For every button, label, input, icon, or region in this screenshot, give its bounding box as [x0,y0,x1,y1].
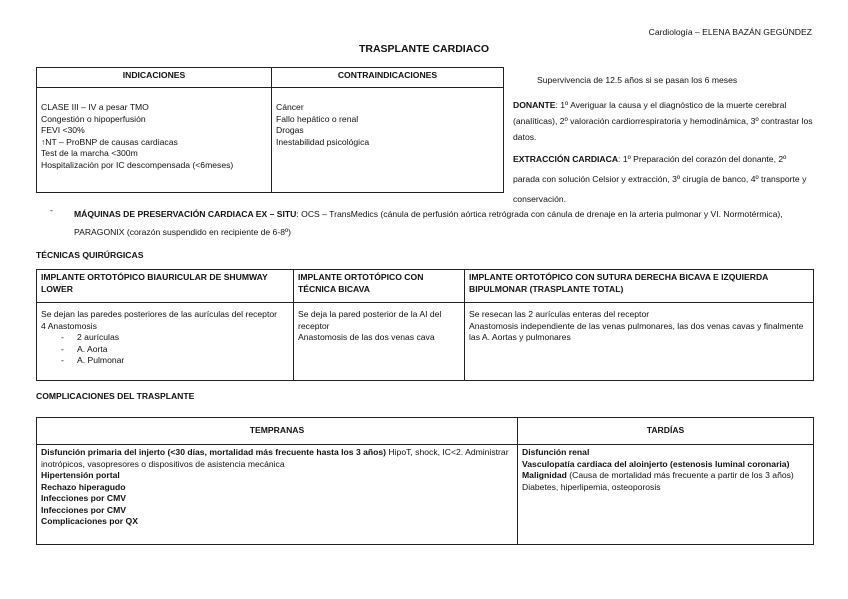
early-primary-bold: Disfunción primaria del injerto (<30 días, mortalidad más frecuente hasta los 3 años) [41,447,387,457]
early-item: Hipertensión portal [41,470,120,480]
extraction-text: : 1º Preparación del corazón del donante, 2º parada con solución Celsior y extracción, 3º cirugía de banco, 4º transporte y conservación. [513,154,807,204]
technique-cell-total [465,303,814,381]
indication-item: Congestión o hipoperfusión [41,113,146,124]
complications-table [36,417,814,545]
late-item-malignancy [522,470,809,482]
indications-cell [37,88,272,193]
late-cell [518,445,814,545]
late-item: Vasculopatía cardiaca del aloinjerto (estenosis luminal coronaria) [522,458,790,469]
contraindication-item: Inestabilidad psicológica [276,136,370,147]
early-primary-rest: HipoT, shock, IC<2. Administrar inotrópicos, vasopresores o dispositivos de asistencia mecánica [41,447,509,469]
anastomosis-list [41,332,289,367]
machines-paragraph [74,205,814,241]
late-malignancy-rest: (Causa de mortalidad más frecuente a partir de los 3 años) [566,470,794,480]
machines-label: MÁQUINAS DE PRESERVACIÓN CARDIACA EX – SITU [74,209,297,219]
complications-section-title: COMPLICACIONES DEL TRASPLANTE [36,391,195,401]
early-item: Complicaciones por QX [41,516,138,526]
early-cell [37,445,518,545]
donor-label: DONANTE [513,100,556,110]
early-item: Rechazo hiperagudo [41,481,126,492]
indications-table [36,67,504,193]
list-item: - A. Aorta [61,344,289,356]
list-item: - A. Pulmonar [61,355,289,367]
technique-header-total: IMPLANTE ORTOTÓPICO CON SUTURA DERECHA BICAVA E IZQUIERDA BIPULMONAR (TRASPLANTE TOTAL) [465,270,814,303]
early-header: TEMPRANAS [37,418,518,445]
indication-item: Hospitalización por IC descompensada (<6meses) [41,159,234,170]
contraindication-item: Drogas [276,125,304,135]
author-header: Cardiología – ELENA BAZÁN GEGÚNDEZ [648,27,812,37]
contraindication-item: Fallo hepático o renal [276,113,359,124]
technique-text: Se resecan las 2 aurículas enteras del receptor [469,309,650,319]
extraction-paragraph [513,149,813,209]
page-title: TRASPLANTE CARDIACO [358,43,490,55]
technique-header-shumway: IMPLANTE ORTOTÓPICO BIAURICULAR DE SHUMWAY LOWER [37,270,294,303]
technique-text: Anastomosis independiente de las venas pulmonares, las dos venas cavas y finalmente las A. Aortas y pulmonares [469,320,804,342]
machines-bullet: - [50,205,53,215]
indication-item: Test de la marcha <300m [41,148,138,158]
indications-header: INDICACIONES [37,68,272,88]
survival-note: Supervivencia de 12.5 años si se pasan los 6 meses [537,75,738,85]
late-header: TARDÍAS [518,418,814,445]
contraindications-header: CONTRAINDICACIONES [272,68,504,88]
technique-cell-shumway [37,303,294,381]
technique-text: Se dejan las paredes posteriores de las aurículas del receptor [41,309,277,319]
indication-item: FEVI <30% [41,125,85,135]
technique-text: Se deja la pared posterior de la AI del receptor [298,309,442,331]
technique-cell-bicava [294,303,465,381]
technique-text: Anastomosis de las dos venas cava [298,332,435,342]
late-item: Disfunción renal [522,447,590,457]
indication-item: ↑NT – ProBNP de causas cardiacas [41,136,178,147]
donor-paragraph [513,97,813,145]
donor-text: : 1º Averiguar la causa y el diagnóstico de la muerte cerebral (analíticas), 2º valoración cardiorrespiratoria y hemodinámica, 3º contrastar los datos. [513,100,813,142]
early-item-primary [41,447,513,470]
indication-item: CLASE III – IV a pesar TMO [41,102,149,112]
techniques-table [36,269,814,381]
late-malignancy-bold: Malignidad [522,470,567,480]
machines-text: : OCS – TransMedics (cánula de perfusión aórtica retrógrada con cánula de drenaje en la arteria pulmonar y VI. Normotérmica), PARAGONIX (corazón suspendido en recipiente de 6-8º) [74,209,783,237]
early-item: Infecciones por CMV [41,493,126,503]
late-item: Diabetes, hiperlipemia, osteoporosis [522,481,661,492]
extraction-label: EXTRACCIÓN CARDIACA [513,154,619,164]
contraindication-item: Cáncer [276,102,304,112]
technique-text: 4 Anastomosis [41,320,97,331]
early-item: Infecciones por CMV [41,504,126,515]
technique-header-bicava: IMPLANTE ORTOTÓPICO CON TÉCNICA BICAVA [294,270,465,303]
list-item: - 2 aurículas [61,332,289,344]
techniques-section-title: TÉCNICAS QUIRÚRGICAS [36,250,144,260]
contraindications-cell [272,88,504,193]
